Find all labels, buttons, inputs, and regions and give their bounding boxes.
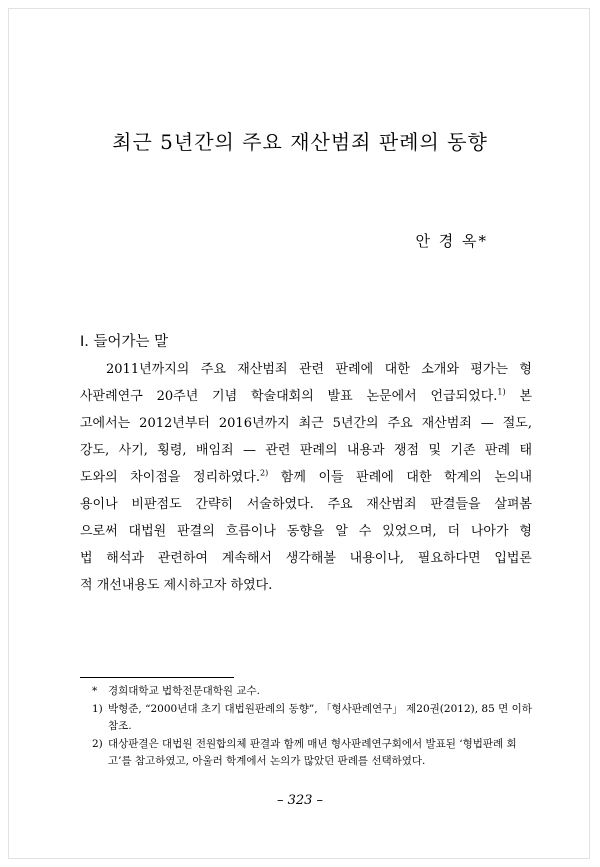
body-line-text: 도와의 차이점을 정리하였다.: [80, 470, 260, 485]
footnote-author: [92, 683, 532, 701]
body-line: [80, 464, 532, 491]
footnote-text: 대상판결은 대법원 전원합의체 판결과 함께 매년 형사판례연구회에서 발표된 ‘형법판례 회고’를 참고하였고, 아울러 학계에서 논의가 많았던 판례를 선택하였다.: [108, 737, 517, 767]
footnote-ref[interactable]: 2): [259, 468, 269, 478]
body-line: [80, 383, 532, 410]
body-line: [80, 518, 532, 545]
section-heading: Ⅰ. 들어가는 말: [80, 334, 169, 350]
body-line-text: 법 해석과 관련하여 계속해서 생각해볼 내용이나, 필요하다면 입법론: [80, 551, 532, 566]
body-line-text: 본: [505, 389, 532, 404]
author-name: 안 경 옥*: [415, 232, 488, 250]
body-line-text: 용이나 비판점도 간략히 서술하였다. 주요 재산범죄 판결들을 살펴봄: [80, 497, 532, 512]
article-title: 최근 5년간의 주요 재산범죄 판례의 동향: [112, 130, 488, 154]
footnote-text: 박형준, “2000년대 초기 대법원판례의 동향”, 「형사판례연구」 제20권(2012), 85 면 이하 참조.: [108, 702, 532, 732]
footnote-mark: 2): [92, 737, 103, 750]
footnote-mark: *: [92, 685, 98, 697]
footnote-ref[interactable]: 1): [497, 387, 506, 397]
footnote-text: 경희대학교 법학전문대학원 교수.: [108, 685, 261, 697]
footnote-2: [92, 736, 532, 771]
body-line: [80, 356, 532, 383]
footnotes: [92, 683, 532, 771]
body-paragraph: [80, 356, 532, 599]
body-line: [80, 572, 532, 599]
body-line-text: 강도, 사기, 횡령, 배임죄 — 관련 판례의 내용과 쟁점 및 기존 판례 태: [80, 443, 532, 458]
body-line-text: 함께 이들 판례에 대한 학계의 논의내: [268, 470, 533, 485]
body-line-text: 적 개선내용도 제시하고자 하였다.: [80, 578, 273, 593]
body-line-text: 사판례연구 20주년 기념 학술대회의 발표 논문에서 언급되었다.: [80, 389, 498, 404]
footnote-divider: [80, 677, 234, 678]
body-line: [80, 545, 532, 572]
body-line: [80, 491, 532, 518]
body-line: [80, 437, 532, 464]
body-line: [80, 410, 532, 437]
body-line-text: 2011년까지의 주요 재산범죄 관련 판례에 대한 소개와 평가는 형: [106, 362, 532, 377]
footnote-mark: 1): [92, 702, 103, 715]
footnote-1: [92, 701, 532, 736]
body-line-text: 고에서는 2012년부터 2016년까지 최근 5년간의 주요 재산범죄 — 절도,: [80, 416, 532, 431]
page-number: – 323 –: [276, 793, 324, 808]
body-line-text: 으로써 대법원 판결의 흐름이나 동향을 알 수 있었으며, 더 나아가 형: [80, 524, 532, 539]
